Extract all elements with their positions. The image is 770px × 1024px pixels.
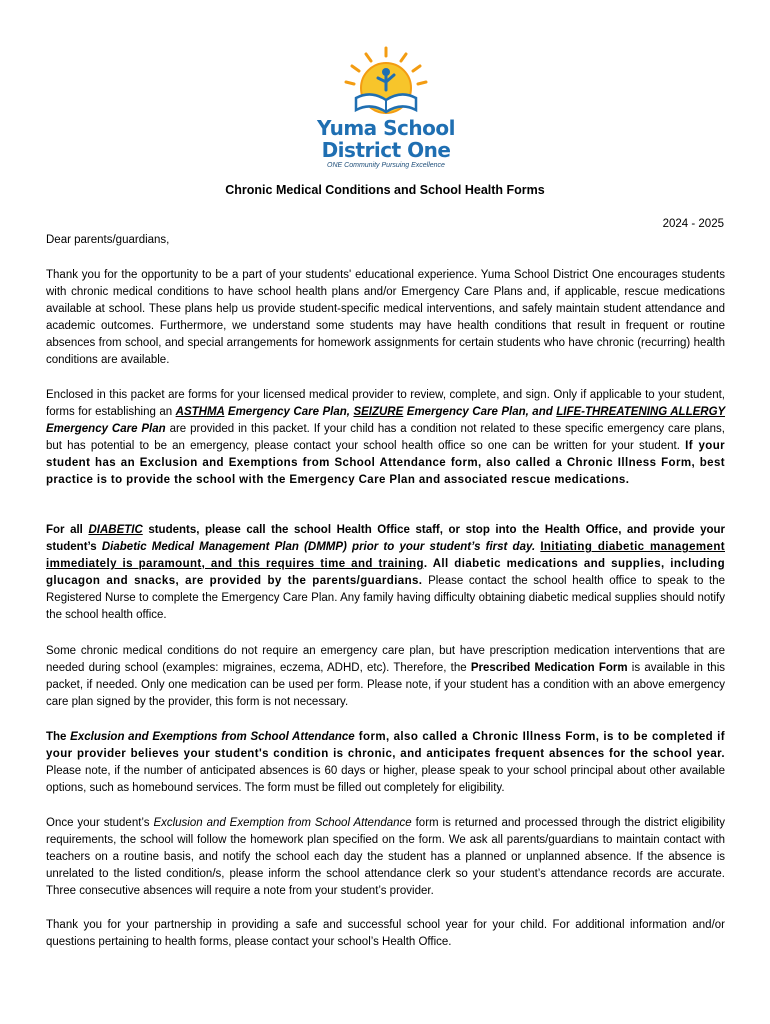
- district-logo: [316, 42, 456, 170]
- diabetic-urgency: Initiating diabetic management immediately is paramount, and this requires time and training: [46, 541, 725, 570]
- text: are provided in this packet. If your child has a condition not related to these specific emergency care plans, but has potential to be an emergency, please contact your school health office so one can be written for your student.: [46, 423, 725, 452]
- text: Please contact the school health office to speak to the Registered Nurse to complete the Emergency Care Plan. Any family having difficulty obtaining diabetic medical supplies should notify the school health office.: [46, 575, 725, 621]
- paragraph-closing: Thank you for your partnership in providing a safe and successful school year for your child. For additional information and/or questions pertaining to health forms, please contact your school’s Health Office.: [46, 919, 725, 948]
- text: Emergency Care Plan: [46, 423, 166, 435]
- paragraph-intro: Thank you for the opportunity to be a part of your students' educational experience. Yuma School District One encourages students with chronic medical conditions to have school health plans and/or Emergency Care Plans and, if applicable, rescue medications available at school. These plans help us provide student-specific medical interventions, and safely maintain student attendance and academic outcomes. Furthermore, we understand some students may have health conditions that result in frequent or routine absences from school, and special arrangements for homework assignments for certain students who have chronic (recurring) health conditions are available.: [46, 269, 725, 366]
- exclusion-form-name: Exclusion and Exemption from School Attendance: [153, 817, 412, 829]
- paragraph-emergency-plans: [46, 387, 725, 489]
- paragraph-exclusion: [46, 729, 725, 797]
- medication-form-label: Prescribed Medication Form: [470, 662, 628, 674]
- paragraph-diabetic: [46, 522, 725, 624]
- school-year: 2024 - 2025: [662, 218, 724, 230]
- paragraph-medication: [46, 643, 725, 711]
- text: Enclosed in this packet are forms for your licensed medical provider to review, complete, and sign. Only if applicable to your student, forms for establishing an: [46, 389, 725, 418]
- text: is available in this packet, if needed. Only one medication can be used per form. Please note, if your student has a condition with an above emergency care plan signed by the provider, this form is not necessary.: [46, 662, 725, 708]
- logo-name-line2: District One: [321, 138, 451, 162]
- text: students, please call the school Health Office staff, or stop into the Health Office, and provide your student’s: [46, 524, 725, 553]
- sun-book-icon: [316, 42, 456, 116]
- text: The: [46, 731, 71, 743]
- logo-name-line1: Yuma School: [317, 116, 455, 140]
- exclusion-note: If your student has an Exclusion and Exemptions from School Attendance form, also called a Chronic Illness Form, best practice is to provide the school with the Emergency Care Plan and associated rescue medications.: [46, 440, 725, 486]
- text: Please note, if the number of anticipated absences is 60 days or higher, please speak to your school principal about other available options, such as homebound services. The form must be filled out completely for eligibility.: [46, 765, 725, 794]
- asthma-label: ASTHMA: [175, 406, 225, 418]
- text: . All diabetic medications and supplies, including glucagon and snacks, are provided by the parents/guardians.: [46, 558, 725, 587]
- text: For all: [46, 524, 89, 536]
- text: form is returned and processed through the district eligibility requirements, the school will follow the homework plan specified on the form. We ask all parents/guardians to maintain contact with teachers on a routine basis, and notify the school each day the student has a planned or unplanned absence. If the absence is unrelated to the listed condition/s, please inform the school attendance clerk so your student’s attendance records are accurate. Three consecutive absences will require a note from your student’s provider.: [46, 817, 725, 897]
- exclusion-form-label: Exclusion and Exemptions from School Attendance: [70, 731, 355, 743]
- page-title: Chronic Medical Conditions and School Health Forms: [225, 183, 545, 197]
- dmmp-note: Diabetic Medical Management Plan (DMMP) prior to your student’s first day.: [101, 541, 536, 553]
- text: Emergency Care Plan,: [224, 406, 354, 418]
- text: Emergency Care Plan, and: [403, 406, 557, 418]
- seizure-label: SEIZURE: [353, 406, 404, 418]
- text: Once your student’s: [46, 817, 154, 829]
- text: Some chronic medical conditions do not require an emergency care plan, but have prescription medication interventions that are needed during school (examples: migraines, eczema, ADHD, etc). Therefore, the: [46, 645, 725, 674]
- greeting: Dear parents/guardians,: [46, 234, 170, 246]
- paragraph-homework: [46, 815, 725, 900]
- logo-tagline: ONE Community Pursuing Excellence: [327, 162, 445, 169]
- text: form, also called a Chronic Illness Form, is to be completed if your provider believes your student's condition is chronic, and anticipates frequent absences for the school year.: [46, 731, 726, 760]
- allergy-label: LIFE-THREATENING ALLERGY: [556, 406, 725, 418]
- diabetic-label: DIABETIC: [88, 524, 143, 536]
